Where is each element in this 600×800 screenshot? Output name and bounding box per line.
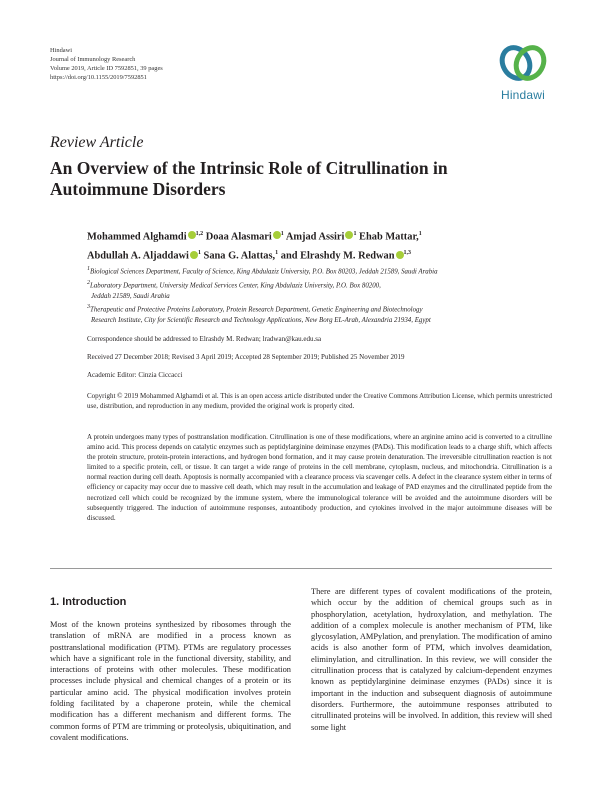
affil-text: Therapeutic and Protective Proteins Laboratory, Protein Research Department, Genetic Engineering and Biotechnology [90,306,423,314]
author-affil: 1,3 [403,250,411,257]
author-list [87,226,557,265]
affil-number: 1 [87,266,90,272]
orcid-icon[interactable] [396,251,404,259]
correspondence: Correspondence should be addressed to Elrashdy M. Redwan; lradwan@kau.edu.sa [87,335,322,343]
author-name: Doaa Alasmari [205,231,272,243]
logo-wordmark: Hindawi [500,88,546,102]
author-affil: 1 [275,250,279,257]
author-line-2 [87,245,557,264]
author-name: Sana G. Alattas, [203,250,276,262]
affiliation-2 [87,278,557,292]
journal-doi[interactable]: https://doi.org/10.1155/2019/7592851 [50,74,147,81]
affiliation-3 [87,302,557,316]
affiliation-1 [87,264,557,278]
article-type: Review Article [50,134,144,151]
intro-paragraph-right: There are different types of covalent modifications of the protein, which occur by the addition of chemical groups such as in phosphorylation, acetylation, hydroxylation, and methylation. The addition of a complex molecule is another mechanism of PTM, like glycosylation, AMPylation, and prenylation. The modification of amino acids is also another form of PTM, which involves deamidation, eliminylation, and citrullination. In this review, we will consider the citrullination process that is catalyzed by calcium-dependent enzymes known as peptidylarginine deiminase enzymes (PADs) since it is important in the induction and subsequent diagnosis of autoimmune disorders. Furthermore, the autoimmune responses attributed to citrullinated proteins will be involved. In addition, this review will shed some light [311,587,552,732]
copyright-notice: Copyright © 2019 Mohammed Alghamdi et al. This is an open access article distributed under the Creative Commons Attribution License, which permits unrestricted use, distribution, and reproduction in any medium, provided the original work is properly cited. [87,392,552,410]
author-name: Ehab Mattar, [359,231,419,243]
orcid-icon[interactable] [190,251,198,259]
journal-volume: Volume 2019, Article ID 7592851, 39 pages [50,65,163,72]
author-name: Mohammed Alghamdi [87,231,187,243]
affil-number: 2 [87,279,90,286]
orcid-icon[interactable] [188,231,196,239]
affil-number: 3 [87,304,90,311]
author-affil: 1 [353,231,357,237]
hindawi-logo [494,40,552,108]
abstract: A protein undergoes many types of posttranslation modification. Citrullination is one of these modifications, where an arginine amino acid is converted to a citrulline amino acid. This process depends on catalytic enzymes such as peptidylarginine deiminase enzymes (PADs). This modification leads to a charge shift, which affects the protein structure, protein-protein interactions, and hydrogen bond formation, and it may cause protein denaturation. The irreversible citrullination reaction is not limited to a specific protein, cell, or tissue. It can target a wide range of proteins in the cell membrane, cytoplasm, nucleus, and mitochondria. Citrullination is a normal reaction during cell death. Apoptosis is normally accompanied with a clearance process via scavenger cells. A defect in the clearance system either in terms of efficiency or capacity may occur due to massive cell death, which may result in the accumulation and leakage of PAD enzymes and the citrullinated peptide from the necrotized cell which could be recognized by the immune system, where the immunological tolerance will be avoided and the autoimmune disorders will be subsequently triggered. The induction of autoimmune responses, autoantibody production, and cytokines involved in the major autoimmune diseases will be discussed. [87,433,552,522]
author-name: Amjad Assiri [285,231,345,243]
author-name: Abdullah A. Aljaddawi [87,250,189,262]
author-affil: 1 [418,231,422,237]
column-right [311,580,552,780]
section-divider [50,568,552,569]
orcid-icon[interactable] [273,231,281,239]
author-affil: 1,2 [195,231,204,237]
author-affil: 1 [197,250,201,257]
author-line-1 [87,226,557,245]
affiliation-3-cont: Research Institute, City for Scientific Research and Technology Applications, New Borg EL-Arab, Alexandria 21934, Egypt [91,317,431,325]
affiliation-2-cont: Jeddah 21589, Saudi Arabia [91,292,170,300]
section-heading: 1. Introduction [50,596,127,608]
affil-text: Biological Sciences Department, Faculty of Science, King Abdulaziz University, P.O. Box 80203, Jeddah 21589, Saudi Arabia [90,268,438,276]
paper-title: An Overview of the Intrinsic Role of Citrullination in Autoimmune Disorders [50,158,448,199]
intro-paragraph-left: Most of the known proteins synthesized by ribosomes through the translation of mRNA are modified in a process known as posttranslational modification (PTM). PTMs are regulatory processes which have a significant role in the functional diversity, stability, and interactions of proteins with other molecules. These modification processes include physical and chemical changes of a protein or its particular amino acid. The physical modification involves protein folding facilitated by a chaperone protein, while the chemical modification has a different mechanism and different forms. The common forms of PTM are trimming or proteolysis, ubiquitination, and covalent modifications. [50,620,291,742]
publication-dates: Received 27 December 2018; Revised 3 April 2019; Accepted 28 September 2019; Published 25 November 2019 [87,353,405,361]
affil-text: Laboratory Department, University Medical Services Center, King Abdulaziz University, P.O. Box 80200, [90,282,381,290]
academic-editor: Academic Editor: Cinzia Ciccacci [87,371,183,379]
author-affil: 1 [280,231,284,237]
affiliations [87,264,557,327]
author-name: and Elrashdy M. Redwan [280,250,395,262]
column-left [50,600,291,780]
journal-name: Journal of Immunology Research [50,56,136,63]
publisher-name: Hindawi [50,47,73,54]
journal-header [50,46,163,82]
hindawi-rings-icon [494,40,552,86]
